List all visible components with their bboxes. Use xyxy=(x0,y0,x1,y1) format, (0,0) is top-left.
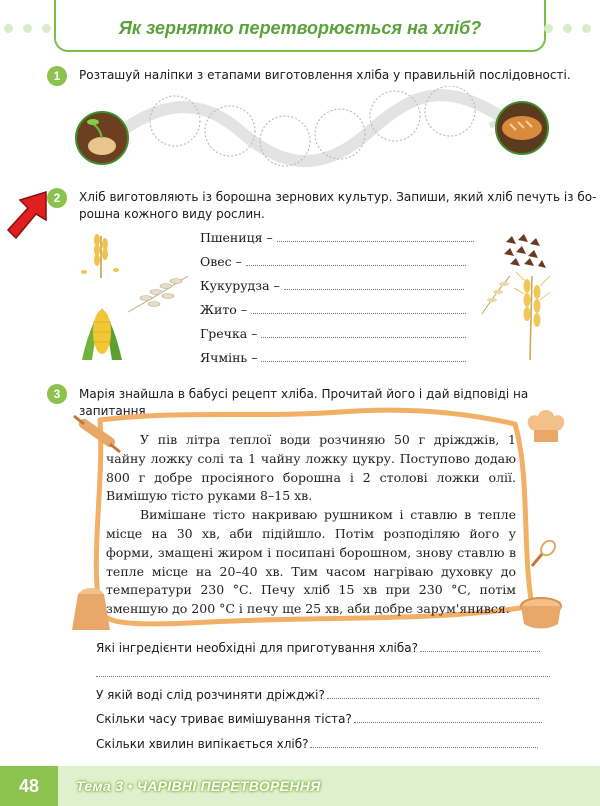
page-number: 48 xyxy=(0,766,58,806)
sieve-icon xyxy=(516,592,566,634)
whisk-icon xyxy=(528,540,558,570)
answer-row-rye: Жито – xyxy=(200,302,466,317)
chef-hat-icon xyxy=(524,408,568,448)
answer-field-q4[interactable] xyxy=(310,737,538,748)
bread-loaf-icon xyxy=(494,100,550,156)
page-title: Як зернятко перетворюється на хліб? xyxy=(118,18,482,38)
recipe-text xyxy=(106,431,516,619)
task-number-2: 2 xyxy=(47,188,67,208)
topic-label: Тема 3 • ЧАРІВНІ ПЕРЕТВОРЕННЯ xyxy=(76,778,321,794)
decor-dots-right xyxy=(544,24,591,33)
question-1: Які інгредієнти необхідні для приготування хліба? xyxy=(96,641,540,655)
task3-text: Марія знайшла в бабусі рецепт хліба. Прочитай його і дай відповіді на запитання. xyxy=(79,387,529,418)
task2-text: Хліб виготовляють із борошна зернових культур. Запиши, який хліб печуть із бо- рошна кожного виду рослин. xyxy=(79,190,597,221)
corn-icon xyxy=(74,302,130,362)
task1-text: Розташуй наліпки з етапами виготовлення хліба у правильній послідовності. xyxy=(79,68,571,82)
answer-field-barley[interactable] xyxy=(261,351,466,362)
barley-icon xyxy=(510,272,552,362)
answer-row-corn: Кукурудза – xyxy=(200,278,464,293)
answer-row-buckwheat: Гречка – xyxy=(200,326,466,341)
buckwheat-icon xyxy=(496,232,550,272)
red-arrow-icon xyxy=(6,190,50,246)
rye-icon xyxy=(478,272,514,316)
question-2: У якій воді слід розчиняти дріжджі? xyxy=(96,688,539,702)
question-3: Скільки часу триває вимішування тіста? xyxy=(96,712,542,726)
sticker-path xyxy=(70,86,550,176)
answer-row-wheat: Пшениця – xyxy=(200,230,474,245)
task-number-3: 3 xyxy=(47,384,67,404)
answer-field-buckwheat[interactable] xyxy=(261,327,466,338)
task-number-1: 1 xyxy=(47,66,67,86)
answer-row-oats: Овес – xyxy=(200,254,466,269)
answer-field-wheat[interactable] xyxy=(277,231,474,242)
decor-dots-left xyxy=(4,24,51,33)
answer-row-barley: Ячмінь – xyxy=(200,350,466,365)
answer-field-q1[interactable] xyxy=(420,641,540,652)
answer-field-rye[interactable] xyxy=(251,303,466,314)
answer-line-q1-extra[interactable] xyxy=(96,676,550,677)
answer-field-corn[interactable] xyxy=(284,279,464,290)
answer-field-q3[interactable] xyxy=(354,712,542,723)
answer-field-q2[interactable] xyxy=(327,688,539,699)
oat-icon xyxy=(126,272,190,316)
seed-sprout-icon xyxy=(74,110,130,166)
recipe-paragraph-1: У пів літра теплої води розчиняю 50 г дріжджів, 1 чайну ложку солі та 1 чайну ложку цукру. Поступово додаю 800 г добре просіяного борошна і 2 столові ложки олії. Вимішую тісто руками 8–15 хв. xyxy=(106,432,516,504)
question-4: Скільки хвилин випікається хліб? xyxy=(96,737,538,751)
wheat-icon xyxy=(76,230,126,280)
answer-field-oats[interactable] xyxy=(246,255,466,266)
recipe-paragraph-2: Вимішане тісто накриваю рушником і ставлю в тепле місце на 30 хв, аби підійшло. Потім розподіляю його у форми, змащені жиром і посипані борошном, знову ставлю в тепле місце на 20–40 хв. Тим часом нагріваю духовку до температури 230 °С. Печу хліб 15 хв при 230 °С, потім зменшую до 200 °С і печу ще 25 хв, аби добре зарум'янився. xyxy=(106,507,516,617)
